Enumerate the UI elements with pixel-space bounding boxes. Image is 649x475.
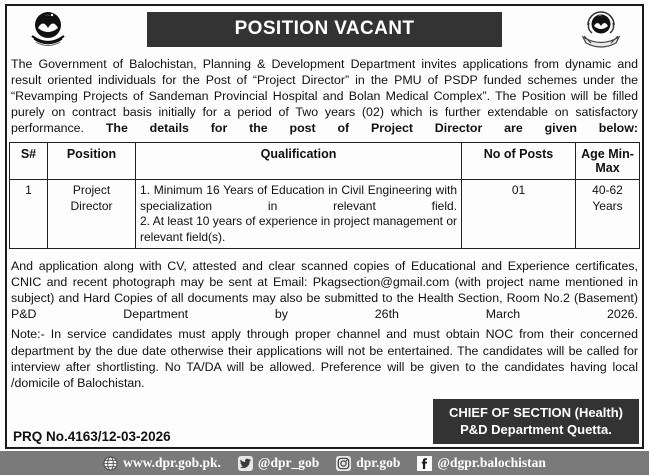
balochistan-government-crest-icon [24,9,72,49]
signature-section [0,399,649,445]
table-row [10,180,640,249]
instagram-icon [336,456,351,471]
cell-qualification [136,180,462,249]
column-header-qualification: Qualification [136,143,462,180]
twitter-icon [238,456,253,471]
intro-paragraph [11,56,638,136]
footer-label-website: www.dpr.gob.pk. [123,455,221,470]
footer-label-instagram: dpr.gob [356,455,401,470]
instructions-section [0,254,649,391]
intro-bold-text: The details for the post of Project Director are given below: [105,121,638,136]
intro-text: The Government of Balochistan, Planning & Development Department invites applications from dynamic and result oriented individuals for the Post of “Project Director” in the PMU of PSDP funded schemes under the “Revamping Projects of Sandeman Provincial Hospital and Bolan Medical Complex”. The Position will be filled purely on contract basis initially for a period of Two years (02) which is further extendable on satisfactory performance. [11,57,638,136]
social-media-footer [0,451,649,475]
advertisement-header [0,6,649,52]
footer-label-facebook: @dgpr.balochistan [437,455,546,470]
column-header-serial: S# [10,143,48,180]
table-header-row [10,143,640,180]
page-title: POSITION VACANT [147,12,502,47]
cell-age: 40-62 Years [576,180,640,249]
positions-table-container [0,142,649,249]
reference-number: PRQ No.4163/12-03-2026 [13,428,171,444]
cell-posts: 01 [462,180,576,249]
footer-label-twitter: @dpr_gob [257,455,320,470]
intro-section [0,52,649,136]
signature-line-1: CHIEF OF SECTION (Health) [448,404,623,420]
column-header-age: Age Min-Max [576,143,640,180]
application-paragraph: And application along with CV, attested and clear scanned copies of Educational and Experience certificates, CNIC and recent photograph may be sent at Email: Pkagsection@gmail.com (with project name mentioned in subject) and Hard Copies of all documents may also be submitted to the Health Section, Room No.2 (Basement) P&D Department by 26th March 2026. [11,259,638,322]
footer-item-facebook[interactable] [417,455,545,471]
cell-position: Project Director [48,180,136,249]
qualification-line-2: 2. At least 10 years of experience in project management or relevant field(s). [140,214,457,244]
column-header-position: Position [48,143,136,180]
signature-block [433,399,639,444]
qualification-line-1: 1. Minimum 16 Years of Education in Civil Engineering with specialization in relevant field. [140,183,457,213]
signature-line-2: P&D Department Quetta. [460,421,612,437]
globe-icon [103,456,118,471]
planning-development-department-crest-icon [577,9,625,49]
footer-item-website[interactable] [103,455,221,471]
facebook-icon [417,456,432,471]
positions-table [9,142,640,249]
footer-item-twitter[interactable] [238,455,319,471]
cell-serial: 1 [10,180,48,249]
footer-item-instagram[interactable] [336,455,400,471]
note-paragraph: Note:- In service candidates must apply through proper channel and must obtain NOC from their concerned department by the due date otherwise their applications will not be entertained. The candidates will be called for interview after shortlisting. No TA/DA will be allowed. Preference will be given to the candidates having local /domicile of Balochistan. [11,327,638,390]
column-header-posts: No of Posts [462,143,576,180]
